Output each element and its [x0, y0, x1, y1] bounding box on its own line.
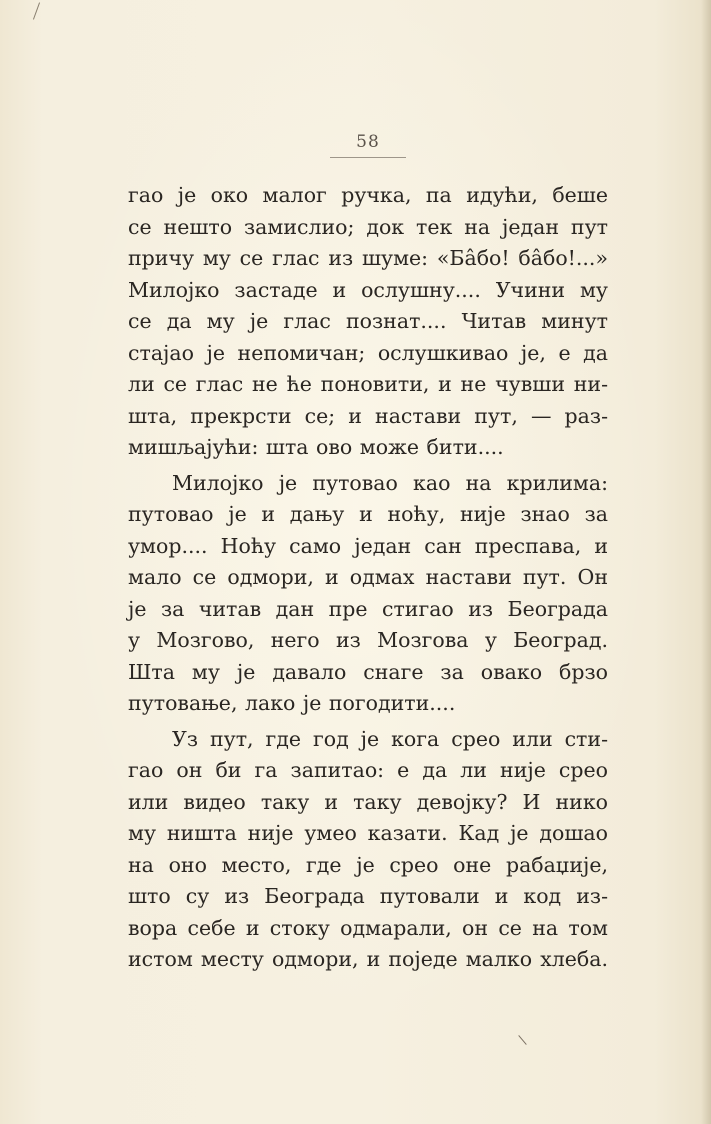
text-line: на оно место, где је срео оне рабаџије, — [128, 852, 608, 877]
text-line: Уз пут, где год је кога срео или сти- — [172, 726, 608, 751]
text-line: гао је око малог ручка, па идући, беше — [128, 183, 608, 207]
paper-speck — [33, 2, 40, 19]
text-line: путовање, лако је погодити.... — [128, 691, 456, 715]
page-number: 58 — [356, 132, 380, 152]
text-line: је за читав дан пре стигао из Београда — [128, 596, 608, 621]
text-line: мало се одмори, и одмах настави пут. Он — [128, 565, 608, 589]
text-line: му ништа није умео казати. Кад је дошао — [128, 821, 608, 845]
text-line: ли се глас не ће поновити, и не чувши ни- — [128, 372, 608, 396]
paragraph — [128, 180, 608, 464]
text-line: причу му се глас из шуме: «Бâбо! бâбо!...» — [128, 246, 608, 270]
text-line: се да му је глас познат.... Читав минут — [128, 309, 608, 333]
text-line: вора себе и стоку одмарали, он се на том — [128, 915, 608, 940]
paragraph — [128, 724, 608, 976]
body-text — [128, 180, 608, 976]
paragraph — [128, 468, 608, 720]
page-edge-shadow — [701, 0, 711, 1124]
text-line: стајао је непомичан; ослушкивао је, е да — [128, 340, 608, 365]
paper-speck — [518, 1035, 526, 1045]
text-line: у Мозгово, него из Мозгова у Београд. — [128, 628, 608, 652]
text-line: се нешто замислио; док тек на један пут — [128, 214, 608, 239]
text-line: гао он би га запитао: е да ли није срео — [128, 758, 608, 782]
text-line: што су из Београда путовали и код из- — [128, 884, 608, 908]
text-line: шта, прекрсти се; и настави пут, — раз- — [128, 403, 608, 428]
text-line: умор.... Ноћу само један сан преспава, и — [128, 533, 608, 558]
text-line: истом месту одмори, и поједе малко хлеба. — [128, 947, 608, 971]
text-line: путовао је и дању и ноћу, није знао за — [128, 502, 608, 526]
header-rule — [330, 157, 406, 158]
text-line: Милојко је путовао као на крилима: — [172, 470, 608, 495]
text-line: или видео таку и таку девојку? И нико — [128, 789, 608, 814]
text-line: Шта му је давало снаге за овако брзо — [128, 659, 608, 684]
text-line: Милојко застаде и ослушну.... Учини му — [128, 277, 608, 302]
text-line: мишљајући: шта ово може бити.... — [128, 435, 504, 459]
